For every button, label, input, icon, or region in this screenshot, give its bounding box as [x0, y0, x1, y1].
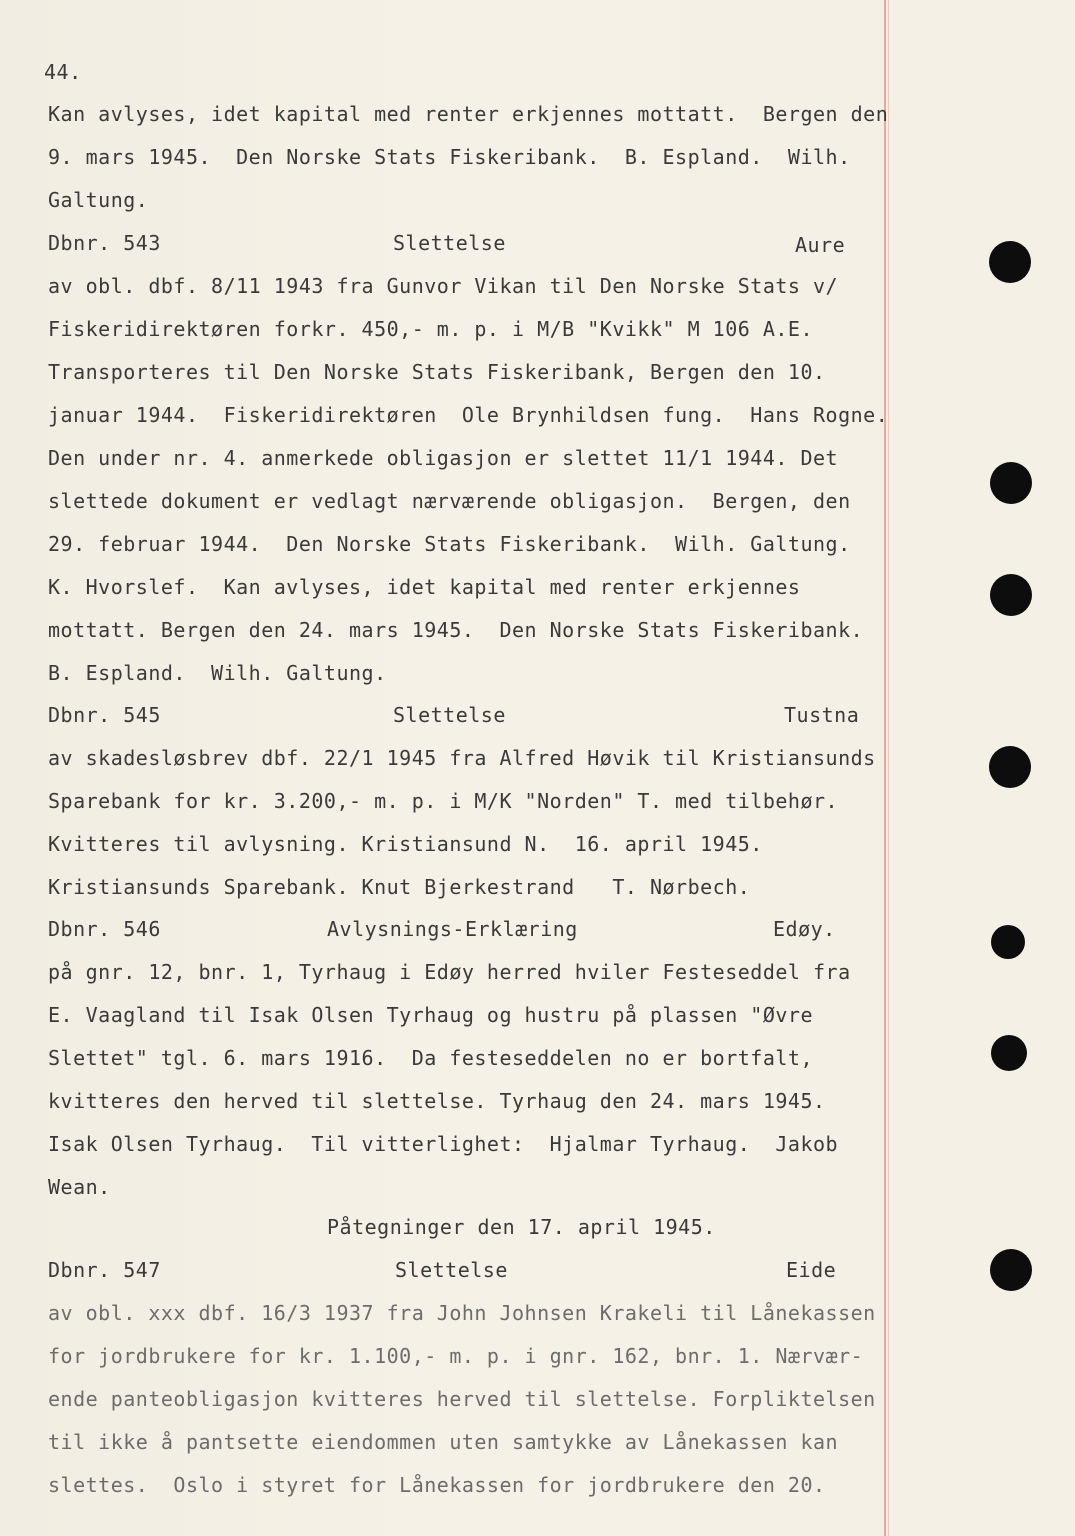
text-line: Kan avlyses, idet kapital med renter erkjennes mottatt. Bergen den — [48, 102, 889, 126]
text-line: av skadesløsbrev dbf. 22/1 1945 fra Alfred Høvik til Kristiansunds — [48, 746, 876, 770]
entry-place: Edøy. — [773, 917, 836, 941]
entry-type: Slettelse — [393, 231, 506, 255]
text-line: Isak Olsen Tyrhaug. Til vitterlighet: Hjalmar Tyrhaug. Jakob — [48, 1132, 839, 1156]
binder-hole-icon — [990, 462, 1032, 504]
text-line: ende panteobligasjon kvitteres herved til slettelse. Forpliktelsen — [48, 1387, 876, 1411]
binder-hole-icon — [990, 574, 1032, 616]
entry-place: Eide — [786, 1258, 837, 1282]
entry-number: Dbnr. 543 — [48, 231, 161, 255]
text-line: av obl. dbf. 8/11 1943 fra Gunvor Vikan til Den Norske Stats v/ — [48, 274, 839, 298]
text-line: Transporteres til Den Norske Stats Fiskeribank, Bergen den 10. — [48, 360, 826, 384]
text-line: Wean. — [48, 1175, 111, 1199]
text-line: til ikke å pantsette eiendommen uten samtykke av Lånekassen kan — [48, 1430, 839, 1454]
text-line: 29. februar 1944. Den Norske Stats Fiskeribank. Wilh. Galtung. — [48, 532, 851, 556]
text-line: kvitteres den herved til slettelse. Tyrhaug den 24. mars 1945. — [48, 1089, 826, 1113]
entry-place: Tustna — [784, 703, 860, 727]
binder-hole-icon — [989, 746, 1031, 788]
text-line: Kvitteres til avlysning. Kristiansund N. 16. april 1945. — [48, 832, 763, 856]
text-line: Kristiansunds Sparebank. Knut Bjerkestrand T. Nørbech. — [48, 875, 751, 899]
text-line: for jordbrukere for kr. 1.100,- m. p. i gnr. 162, bnr. 1. Nærvær- — [48, 1344, 864, 1368]
entry-type: Avlysnings-Erklæring — [327, 917, 578, 941]
text-line: januar 1944. Fiskeridirektøren Ole Brynhildsen fung. Hans Rogne. — [48, 403, 889, 427]
binder-hole-icon — [991, 925, 1025, 959]
text-line: B. Espland. Wilh. Galtung. — [48, 661, 387, 685]
entry-number: Dbnr. 547 — [48, 1258, 161, 1282]
text-line: Fiskeridirektøren forkr. 450,- m. p. i M/B "Kvikk" M 106 A.E. — [48, 317, 814, 341]
text-line: E. Vaagland til Isak Olsen Tyrhaug og hustru på plassen "Øvre — [48, 1003, 814, 1027]
text-line: mottatt. Bergen den 24. mars 1945. Den Norske Stats Fiskeribank. — [48, 618, 864, 642]
text-line: slettes. Oslo i styret for Lånekassen for jordbrukere den 20. — [48, 1473, 826, 1497]
red-margin-line — [884, 0, 886, 1536]
binder-hole-icon — [991, 1035, 1027, 1071]
text-line: Sparebank for kr. 3.200,- m. p. i M/K "Norden" T. med tilbehør. — [48, 789, 839, 813]
entry-number: Dbnr. 545 — [48, 703, 161, 727]
section-heading: Påtegninger den 17. april 1945. — [327, 1215, 716, 1239]
entry-number: Dbnr. 546 — [48, 917, 161, 941]
text-line: slettede dokument er vedlagt nærværende obligasjon. Bergen, den — [48, 489, 851, 513]
text-line: K. Hvorslef. Kan avlyses, idet kapital med renter erkjennes — [48, 575, 801, 599]
red-margin-line-shadow — [888, 0, 889, 1536]
text-line: Slettet" tgl. 6. mars 1916. Da festeseddelen no er bortfalt, — [48, 1046, 814, 1070]
text-line: 9. mars 1945. Den Norske Stats Fiskeribank. B. Espland. Wilh. — [48, 145, 851, 169]
text-line: av obl. xxx dbf. 16/3 1937 fra John Johnsen Krakeli til Lånekassen — [48, 1301, 876, 1325]
text-line: Galtung. — [48, 188, 149, 212]
binder-hole-icon — [990, 1249, 1032, 1291]
entry-place: Aure — [795, 233, 846, 257]
binder-hole-icon — [989, 241, 1031, 283]
text-line: på gnr. 12, bnr. 1, Tyrhaug i Edøy herred hviler Festeseddel fra — [48, 960, 851, 984]
entry-type: Slettelse — [395, 1258, 508, 1282]
text-line: Den under nr. 4. anmerkede obligasjon er slettet 11/1 1944. Det — [48, 446, 839, 470]
entry-type: Slettelse — [393, 703, 506, 727]
page-number: 44. — [44, 60, 82, 84]
